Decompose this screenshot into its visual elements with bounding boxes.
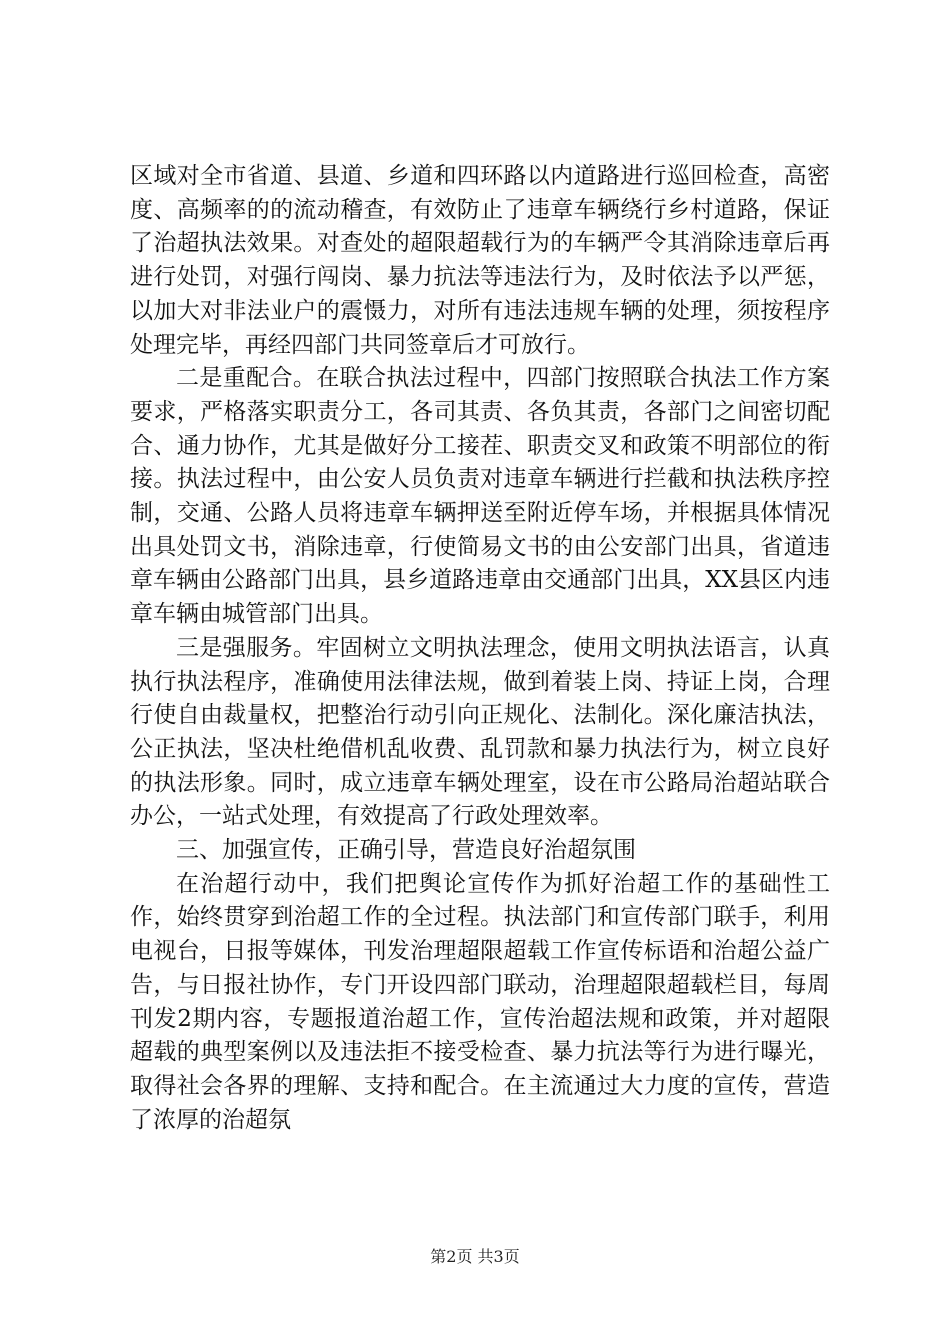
- paragraph-cooperation: 二是重配合。在联合执法过程中，四部门按照联合执法工作方案要求，严格落实职责分工，各司其责、各负其责，各部门之间密切配合、通力协作，尤其是做好分工接茬、职责交叉和政策不明部位的衔接。执法过程中，由公安人员负责对违章车辆进行拦截和执法秩序控制，交通、公路人员将违章车辆押送至附近停车场，并根据具体情况出具处罚文书，消除违章，行使简易文书的由公安部门出具，省道违章车辆由公路部门出具，县乡道路违章由交通部门出具，XX县区内违章车辆由城管部门出具。: [130, 365, 830, 628]
- page-footer: 第2页 共3页: [430, 1247, 520, 1266]
- paragraph-continuation: 区域对全市省道、县道、乡道和四环路以内道路进行巡回检查，高密度、高频率的的流动稽查，有效防止了违章车辆绕行乡村道路，保证了治超执法效果。对查处的超限超载行为的车辆严令其消除违章后再进行处罚，对强行闯岗、暴力抗法等违法行为，及时依法予以严惩，以加大对非法业户的震慑力，对所有违法违规车辆的处理，须按程序处理完毕，再经四部门共同签章后才可放行。: [130, 163, 830, 358]
- paragraph-publicity: 在治超行动中，我们把舆论宣传作为抓好治超工作的基础性工作，始终贯穿到治超工作的全过程。执法部门和宣传部门联手，利用电视台，日报等媒体，刊发治理超限超载工作宣传标语和治超公益广告，与日报社协作，专门开设四部门联动，治理超限超载栏目，每周刊发2期内容，专题报道治超工作，宣传治超法规和政策，并对超限超载的典型案例以及违法拒不接受检查、暴力抗法等行为进行曝光，取得社会各界的理解、支持和配合。在主流通过大力度的宣传，营造了浓厚的治超氛: [130, 870, 830, 1133]
- section-heading-publicity: 三、加强宣传，正确引导，营造良好治超氛围: [176, 837, 636, 864]
- paragraph-service: 三是强服务。牢固树立文明执法理念，使用文明执法语言，认真执行执法程序，准确使用法律法规，做到着装上岗、持证上岗，合理行使自由裁量权，把整治行动引向正规化、法制化。深化廉洁执法，公正执法，坚决杜绝借机乱收费、乱罚款和暴力执法行为，树立良好的执法形象。同时，成立违章车辆处理室，设在市公路局治超站联合办公，一站式处理，有效提高了行政处理效率。: [130, 634, 830, 830]
- document-body: [130, 160, 830, 1137]
